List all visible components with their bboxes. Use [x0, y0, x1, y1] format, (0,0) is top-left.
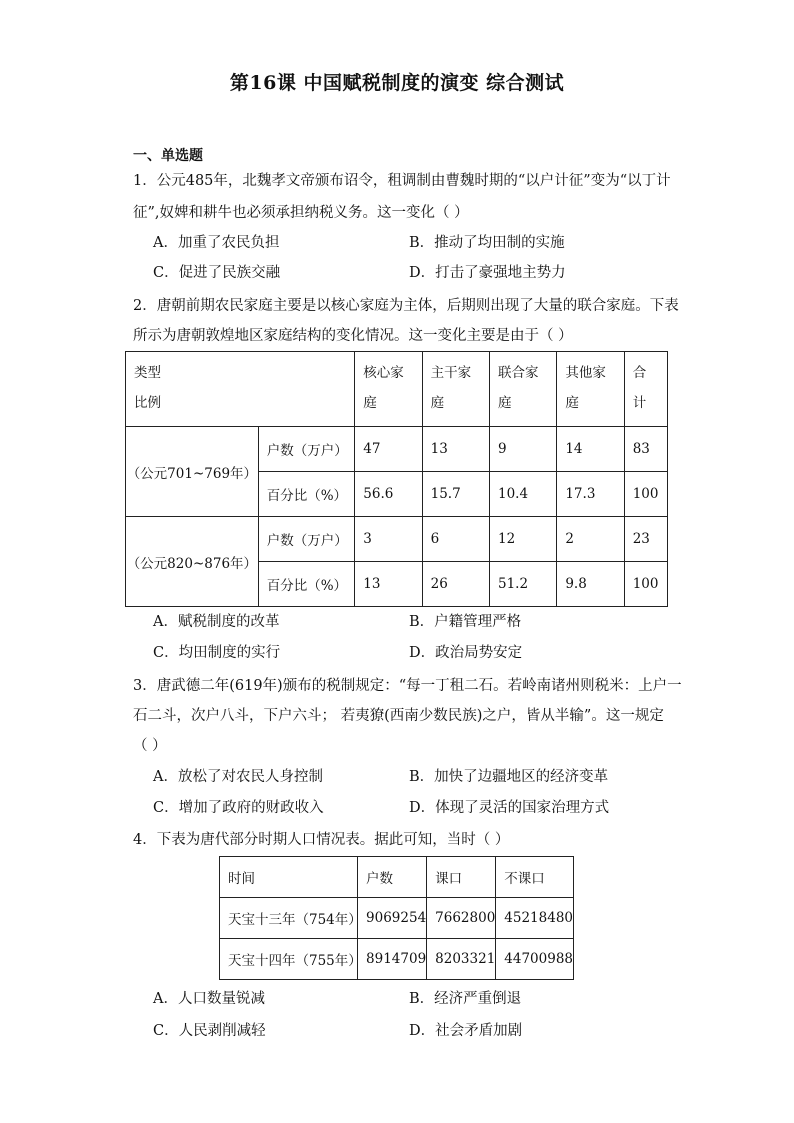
period-cell: （公元820~876年）: [126, 517, 259, 607]
table-row: [126, 427, 668, 472]
header-stem-family: 主干家 庭: [422, 352, 489, 427]
page-title: 第16课 中国赋税制度的演变 综合测试: [229, 72, 565, 94]
q4-option-b: B．经济严重倒退: [409, 991, 522, 1007]
row-label: 户数（万户）: [258, 427, 355, 472]
table-cell: 15.7: [422, 472, 489, 517]
q4-option-a: A．人口数量锐减: [153, 991, 265, 1007]
table-cell: 23: [624, 517, 667, 562]
q2-option-b: B．户籍管理严格: [409, 614, 522, 630]
table-cell: 8203321: [427, 939, 496, 980]
header-time: 时间: [220, 857, 358, 898]
table-cell: 13: [422, 427, 489, 472]
table-header-row: [220, 857, 574, 898]
table-cell: 天宝十四年（755年）: [220, 939, 358, 980]
q2-option-c: C．均田制度的实行: [153, 645, 281, 661]
table-cell: 17.3: [557, 472, 624, 517]
q1-stem-line2: 征”,奴婢和耕牛也必须承担纳税义务。这一变化（ ）: [133, 205, 469, 221]
q1-option-b: B．推动了均田制的实施: [409, 235, 565, 251]
table-cell: 100: [624, 562, 667, 607]
q1-stem-line1: 1．公元485年，北魏孝文帝颁布诏令，租调制由曹魏时期的“以户计征”变为“以丁计: [133, 173, 671, 189]
table-cell: 44700988: [496, 939, 574, 980]
q4-stem-line1: 4．下表为唐代部分时期人口情况表。据此可知，当时（ ）: [133, 832, 510, 848]
q3-stem-line1: 3．唐武德二年(619年)颁布的税制规定：“每一丁租二石。若岭南诸州则税米：上户一: [133, 678, 682, 694]
table-cell: 26: [422, 562, 489, 607]
table-cell: 12: [489, 517, 556, 562]
table-cell: 6: [422, 517, 489, 562]
q3-option-d: D．体现了灵活的国家治理方式: [409, 800, 610, 816]
row-label: 百分比（%）: [258, 562, 355, 607]
table-corner-cell: [126, 352, 355, 427]
q4-option-c: C．人民剥削减轻: [153, 1023, 266, 1039]
table-cell: 10.4: [489, 472, 556, 517]
table-cell: 51.2: [489, 562, 556, 607]
section-heading: 一、单选题: [133, 148, 203, 164]
q1-option-d: D．打击了豪强地主势力: [409, 265, 566, 281]
table-cell: 14: [557, 427, 624, 472]
q1-option-c: C．促进了民族交融: [153, 265, 281, 281]
family-structure-table: [125, 351, 668, 607]
table-cell: 2: [557, 517, 624, 562]
table-row: [126, 517, 668, 562]
q2-stem-line2: 所示为唐朝敦煌地区家庭结构的变化情况。这一变化主要是由于（ ）: [133, 328, 573, 344]
table-header-row: [126, 352, 668, 427]
table-cell: 7662800: [427, 898, 496, 939]
table-cell: 8914709: [358, 939, 427, 980]
table-cell: 83: [624, 427, 667, 472]
table-cell: 9069254: [358, 898, 427, 939]
q1-option-a: A．加重了农民负担: [153, 235, 280, 251]
row-label: 户数（万户）: [258, 517, 355, 562]
header-core-family: 核心家 庭: [355, 352, 422, 427]
table-cell: 9: [489, 427, 556, 472]
table-cell: 56.6: [355, 472, 422, 517]
table-cell: 45218480: [496, 898, 574, 939]
header-joint-family: 联合家 庭: [489, 352, 556, 427]
q2-option-d: D．政治局势安定: [409, 645, 523, 661]
q3-option-a: A．放松了对农民人身控制: [153, 769, 323, 785]
header-untaxed: 不课口: [496, 857, 574, 898]
q3-stem-line3: （ ）: [133, 738, 167, 754]
table-row: [220, 939, 574, 980]
table-cell: 天宝十三年（754年）: [220, 898, 358, 939]
corner-ratio-label: 比例: [134, 395, 161, 411]
q2-stem-line1: 2．唐朝前期农民家庭主要是以核心家庭为主体，后期则出现了大量的联合家庭。下表: [133, 298, 679, 314]
header-other-family: 其他家 庭: [557, 352, 624, 427]
table-cell: 47: [355, 427, 422, 472]
q2-option-a: A．赋税制度的改革: [153, 614, 280, 630]
population-table: [219, 856, 574, 980]
table-cell: 100: [624, 472, 667, 517]
header-total: 合 计: [624, 352, 667, 427]
table-cell: 9.8: [557, 562, 624, 607]
row-label: 百分比（%）: [258, 472, 355, 517]
table-cell: 3: [355, 517, 422, 562]
table-cell: 13: [355, 562, 422, 607]
q3-option-b: B．加快了边疆地区的经济变革: [409, 769, 609, 785]
q4-option-d: D．社会矛盾加剧: [409, 1023, 523, 1039]
q3-option-c: C．增加了政府的财政收入: [153, 800, 324, 816]
period-cell: （公元701~769年）: [126, 427, 259, 517]
table-row: [220, 898, 574, 939]
q3-stem-line2: 石二斗，次户八斗，下户六斗； 若夷獠(西南少数民族)之户，皆从半输”。这一规定: [133, 708, 664, 724]
corner-type-label: 类型: [134, 365, 161, 381]
header-taxed: 课口: [427, 857, 496, 898]
header-households: 户数: [358, 857, 427, 898]
